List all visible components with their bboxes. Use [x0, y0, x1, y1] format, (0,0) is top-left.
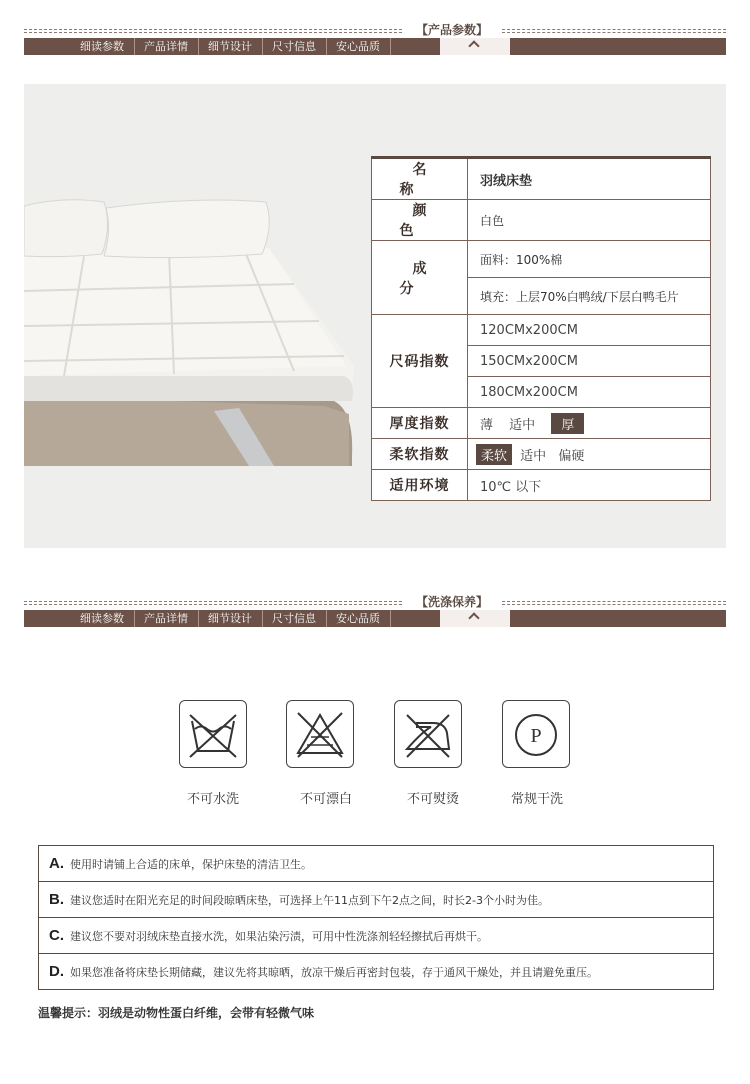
spec-row-size [372, 315, 711, 346]
back-to-top-button[interactable] [440, 610, 510, 627]
no-bleach-icon [286, 700, 354, 768]
tip-letter: D. [49, 963, 64, 980]
chevron-up-icon [468, 40, 479, 51]
spec-value: 白色 [468, 200, 711, 241]
spec-label: 成分 [372, 241, 468, 315]
tip-letter: A. [49, 855, 64, 872]
tip-row [39, 882, 713, 918]
care-label: 不可熨烫 [406, 792, 459, 807]
section-header-care [24, 594, 726, 628]
nav-item-size[interactable]: 尺寸信息 [263, 38, 327, 55]
thickness-option: 薄 [480, 417, 494, 433]
section-title: 【产品参数】 [402, 22, 502, 38]
nav-item-params[interactable]: 细读参数 [71, 610, 135, 627]
spec-row-composition [372, 241, 711, 278]
divider [24, 601, 402, 602]
size-option: 150CMx200CM [468, 346, 711, 377]
care-label: 不可水洗 [186, 792, 239, 807]
divider [502, 604, 726, 605]
spec-value: 羽绒床垫 [468, 158, 711, 200]
tip-row [39, 918, 713, 954]
nav-item-design[interactable]: 细节设计 [199, 610, 263, 627]
softness-option: 偏硬 [558, 448, 585, 464]
divider [502, 32, 726, 33]
product-photo [24, 196, 354, 466]
thickness-option: 适中 [509, 417, 536, 433]
spec-label: 适用环境 [372, 470, 468, 501]
spec-value-fabric: 面料：100%棉 [468, 241, 711, 278]
tip-text: 使用时请铺上合适的床单，保护床垫的清洁卫生。 [70, 857, 312, 871]
no-iron-icon [394, 700, 462, 768]
nav-item-details[interactable]: 产品详情 [135, 610, 199, 627]
warm-tip: 温馨提示：羽绒是动物性蛋白纤维，会带有轻微气味 [38, 1006, 315, 1020]
care-label: 不可漂白 [299, 792, 352, 807]
spec-label: 名称 [372, 158, 468, 200]
spec-row-softness [372, 439, 711, 470]
softness-option: 适中 [520, 448, 547, 464]
divider [24, 29, 402, 30]
tip-text: 如果您准备将床垫长期储藏，建议先将其晾晒，放凉干燥后再密封包装，存于通风干燥处，并且请避免重压。 [70, 965, 598, 979]
spec-row-color [372, 200, 711, 241]
tip-letter: C. [49, 927, 64, 944]
spec-value: 10℃ 以下 [468, 470, 711, 501]
nav-bar [24, 610, 726, 627]
spec-row-environment [372, 470, 711, 501]
divider [502, 601, 726, 602]
tip-row [39, 846, 713, 882]
product-panel [24, 84, 726, 548]
tip-row [39, 954, 713, 989]
size-option: 180CMx200CM [468, 377, 711, 408]
nav-item-quality[interactable]: 安心品质 [327, 38, 391, 55]
nav-item-size[interactable]: 尺寸信息 [263, 610, 327, 627]
spec-label: 柔软指数 [372, 439, 468, 470]
softness-option-selected: 柔软 [476, 444, 512, 465]
back-to-top-button[interactable] [440, 38, 510, 55]
spec-row-thickness [372, 408, 711, 439]
divider [502, 29, 726, 30]
nav-item-quality[interactable]: 安心品质 [327, 610, 391, 627]
spec-value [468, 439, 711, 470]
spec-table [371, 156, 711, 501]
spec-label: 厚度指数 [372, 408, 468, 439]
divider [24, 604, 402, 605]
nav-item-params[interactable]: 细读参数 [71, 38, 135, 55]
nav-item-details[interactable]: 产品详情 [135, 38, 199, 55]
tip-text: 建议您不要对羽绒床垫直接水洗，如果沾染污渍，可用中性洗涤剂轻轻擦拭后再烘干。 [70, 929, 488, 943]
thickness-option-selected: 厚 [551, 413, 584, 434]
nav-item-design[interactable]: 细节设计 [199, 38, 263, 55]
chevron-up-icon [468, 612, 479, 623]
nav-bar [24, 38, 726, 55]
spec-value [468, 408, 711, 439]
tip-text: 建议您适时在阳光充足的时间段晾晒床垫，可选择上午11点到下午2点之间，时长2-3个小时为佳。 [70, 893, 549, 907]
section-header-params [24, 22, 726, 56]
size-option: 120CMx200CM [468, 315, 711, 346]
spec-value-filling: 填充：上层70%白鸭绒/下层白鸭毛片 [468, 278, 711, 315]
divider [24, 32, 402, 33]
spec-label: 尺码指数 [372, 315, 468, 408]
care-label: 常规干洗 [510, 792, 563, 807]
no-wash-icon [179, 700, 247, 768]
spec-row-name [372, 158, 711, 200]
spec-label: 颜色 [372, 200, 468, 241]
tip-letter: B. [49, 891, 64, 908]
section-title: 【洗涤保养】 [402, 594, 502, 610]
dry-clean-icon [502, 700, 570, 768]
care-tips-box [38, 845, 714, 990]
dry-clean-symbol: P [530, 725, 542, 747]
